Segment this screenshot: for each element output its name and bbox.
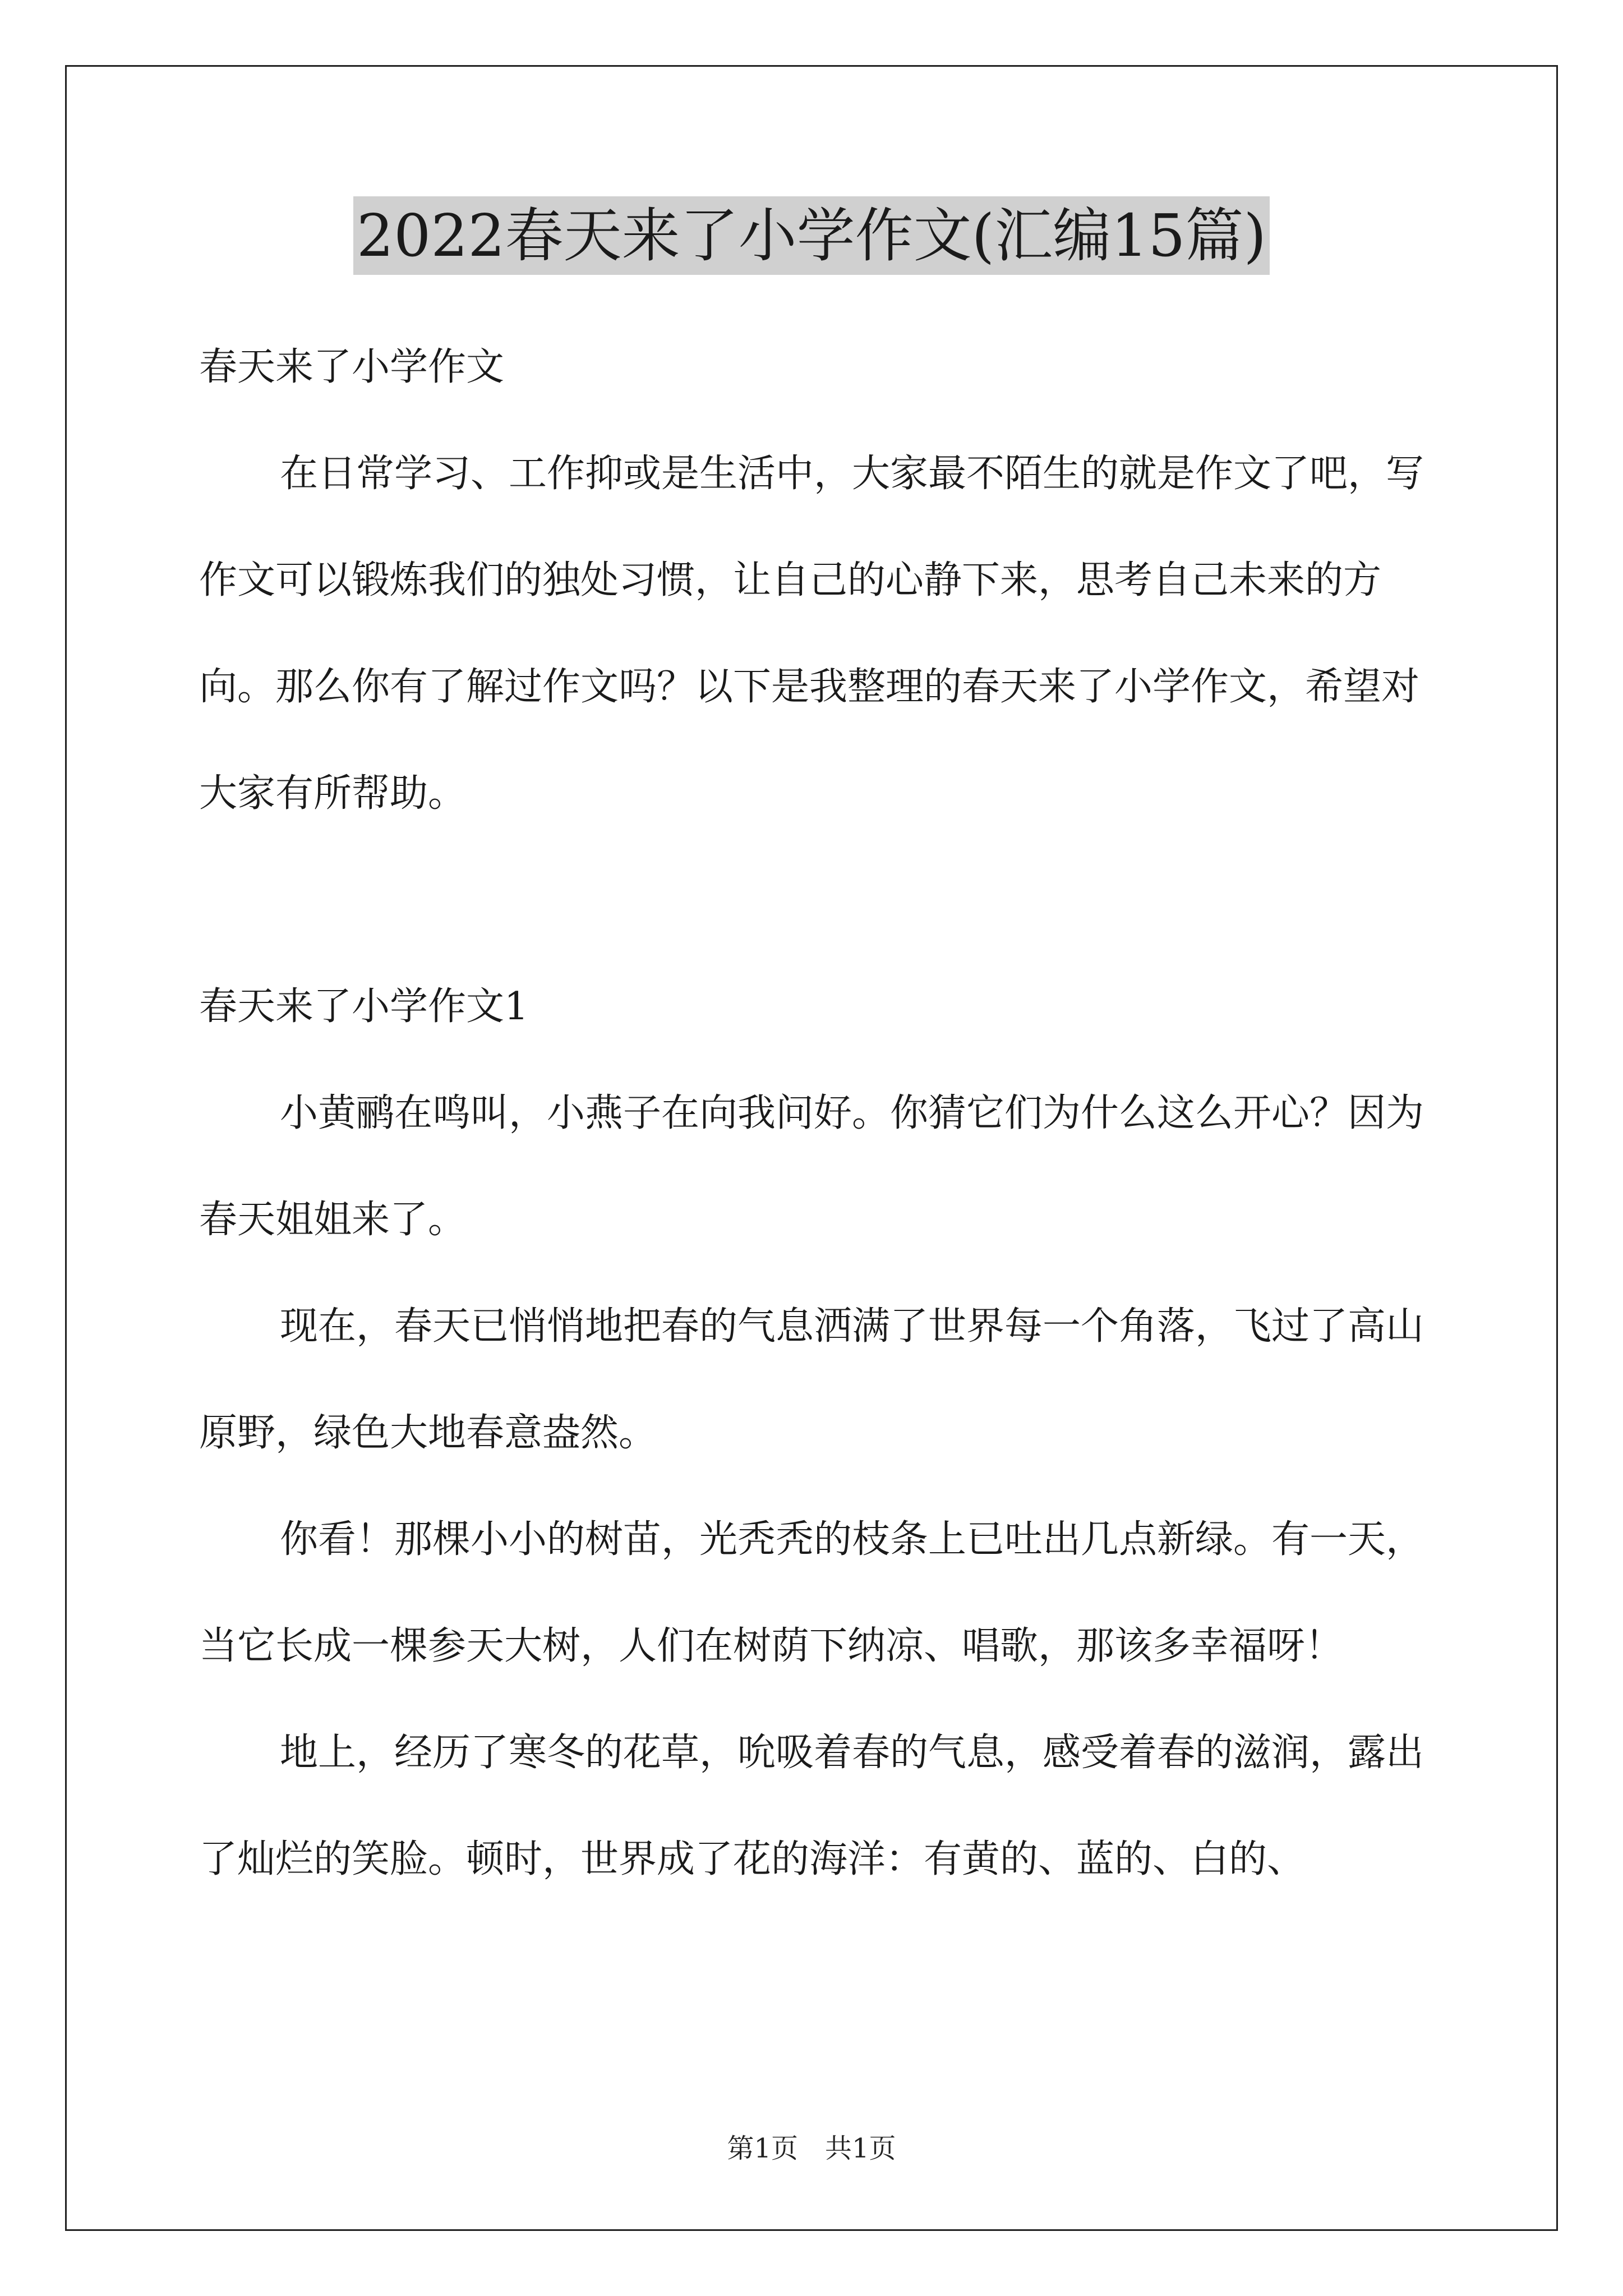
page-number: 第1页 xyxy=(727,2133,798,2164)
paragraph: 地上，经历了寒冬的花草，吮吸着春的气息，感受着春的滋润，露出了灿烂的笑脸。顿时，世界成了花的海洋：有黄的、蓝的、白的、 xyxy=(199,1731,1424,1881)
paragraph: 现在，春天已悄悄地把春的气息洒满了世界每一个角落，飞过了高山原野，绿色大地春意盎然。 xyxy=(199,1304,1424,1455)
document-body xyxy=(199,314,1433,1913)
section-heading: 春天来了小学作文 xyxy=(199,345,505,389)
spacer xyxy=(199,847,1433,954)
paragraph: 在日常学习、工作抑或是生活中，大家最不陌生的就是作文了吧，写作文可以锻炼我们的独处习惯，让自己的心静下来，思考自己未来的方向。那么你有了解过作文吗？以下是我整理的春天来了小学作文，希望对大家有所帮助。 xyxy=(199,452,1424,816)
page-total: 共1页 xyxy=(825,2133,896,2164)
title-container xyxy=(0,196,1623,275)
document-title: 2022春天来了小学作文(汇编15篇) xyxy=(353,196,1270,275)
paragraph: 小黄鹂在鸣叫，小燕子在向我问好。你猜它们为什么这么开心？因为春天姐姐来了。 xyxy=(199,1091,1424,1242)
section-heading: 春天来了小学作文1 xyxy=(199,984,529,1029)
paragraph: 你看！那棵小小的树苗，光秃秃的枝条上已吐出几点新绿。有一天，当它长成一棵参天大树，人们在树荫下纳凉、唱歌，那该多幸福呀！ xyxy=(199,1517,1424,1668)
page-footer xyxy=(0,2132,1623,2165)
